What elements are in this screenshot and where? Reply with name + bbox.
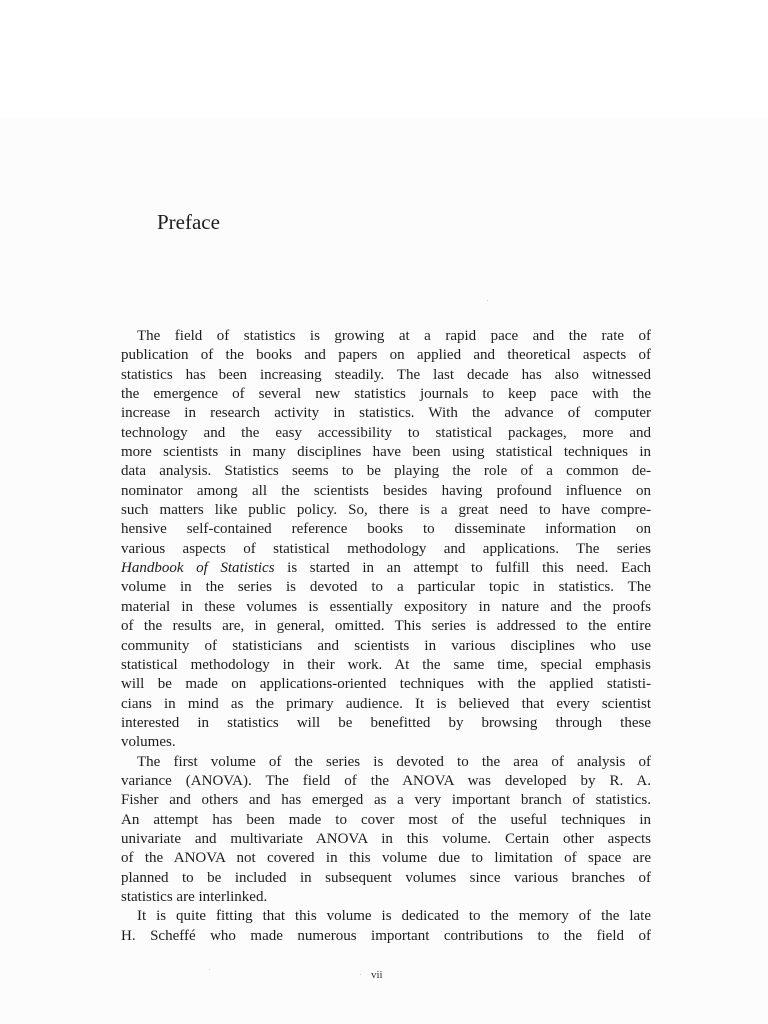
text-line: univariate and multivariate ANOVA in this volume. Certain other aspects — [121, 830, 651, 847]
text-line: increase in research activity in statistics. With the advance of computer — [121, 405, 651, 422]
preface-body — [121, 327, 651, 946]
text-line: of the ANOVA not covered in this volume due to limitation of space are — [121, 850, 651, 867]
text-line: volumes. — [121, 734, 176, 751]
text-line-series-title — [121, 559, 651, 578]
scan-speck — [487, 300, 488, 301]
text-line: such matters like public policy. So, there is a great need to have compre- — [121, 502, 651, 519]
text-line: various aspects of statistical methodology and applications. The series — [121, 540, 651, 557]
text-line: will be made on applications-oriented techniques with the applied statisti- — [121, 676, 651, 693]
text-line: H. Scheffé who made numerous important contributions to the field of — [121, 927, 651, 944]
text-line: more scientists in many disciplines have been using statistical techniques in — [121, 444, 651, 461]
text-line: An attempt has been made to cover most of the useful techniques in — [121, 811, 651, 828]
text-line: statistical methodology in their work. At the same time, special emphasis — [121, 656, 651, 673]
text-line: cians in mind as the primary audience. It is believed that every scientist — [121, 695, 651, 712]
text-line: Fisher and others and has emerged as a very important branch of statistics. — [121, 792, 651, 809]
text-line: nominator among all the scientists besides having profound influence on — [121, 482, 651, 499]
paragraph-2 — [121, 753, 651, 908]
text-line: publication of the books and papers on applied and theoretical aspects of — [121, 347, 651, 364]
scan-speck — [209, 969, 210, 970]
text-line: The field of statistics is growing at a rapid pace and the rate of — [137, 328, 651, 344]
text-line: data analysis. Statistics seems to be playing the role of a common de- — [121, 463, 651, 480]
paragraph-3 — [121, 907, 651, 946]
text-line: variance (ANOVA). The field of the ANOVA was developed by R. A. — [121, 772, 651, 789]
text-line: technology and the easy accessibility to statistical packages, more and — [121, 424, 651, 441]
page-number: vii — [371, 969, 383, 981]
book-series-title: Handbook of Statistics — [121, 560, 275, 577]
text-line: statistics are interlinked. — [121, 888, 268, 905]
text-line: statistics has been increasing steadily. The last decade has also witnessed — [121, 366, 651, 383]
text-line: The first volume of the series is devoted to the area of analysis of — [137, 753, 651, 770]
text-line: material in these volumes is essentially expository in nature and the proofs — [121, 598, 651, 615]
text-line: the emergence of several new statistics journals to keep pace with the — [121, 386, 651, 403]
page-heading: Preface — [157, 210, 220, 234]
text-line: community of statisticians and scientists in various disciplines who use — [121, 637, 651, 654]
text-line: It is quite fitting that this volume is dedicated to the memory of the late — [137, 908, 651, 925]
text-line: volume in the series is devoted to a particular topic in statistics. The — [121, 579, 651, 596]
paragraph-1 — [121, 327, 651, 753]
text-line: interested in statistics will be benefitted by browsing through these — [121, 714, 651, 731]
text-line-rest: is started in an attempt to fulfill this need. Each — [274, 560, 652, 577]
text-line: planned to be included in subsequent volumes since various branches of — [121, 869, 651, 886]
scan-speck — [360, 974, 361, 975]
text-line: of the results are, in general, omitted. This series is addressed to the entire — [121, 618, 651, 635]
text-line: hensive self-contained reference books to disseminate information on — [121, 521, 651, 538]
